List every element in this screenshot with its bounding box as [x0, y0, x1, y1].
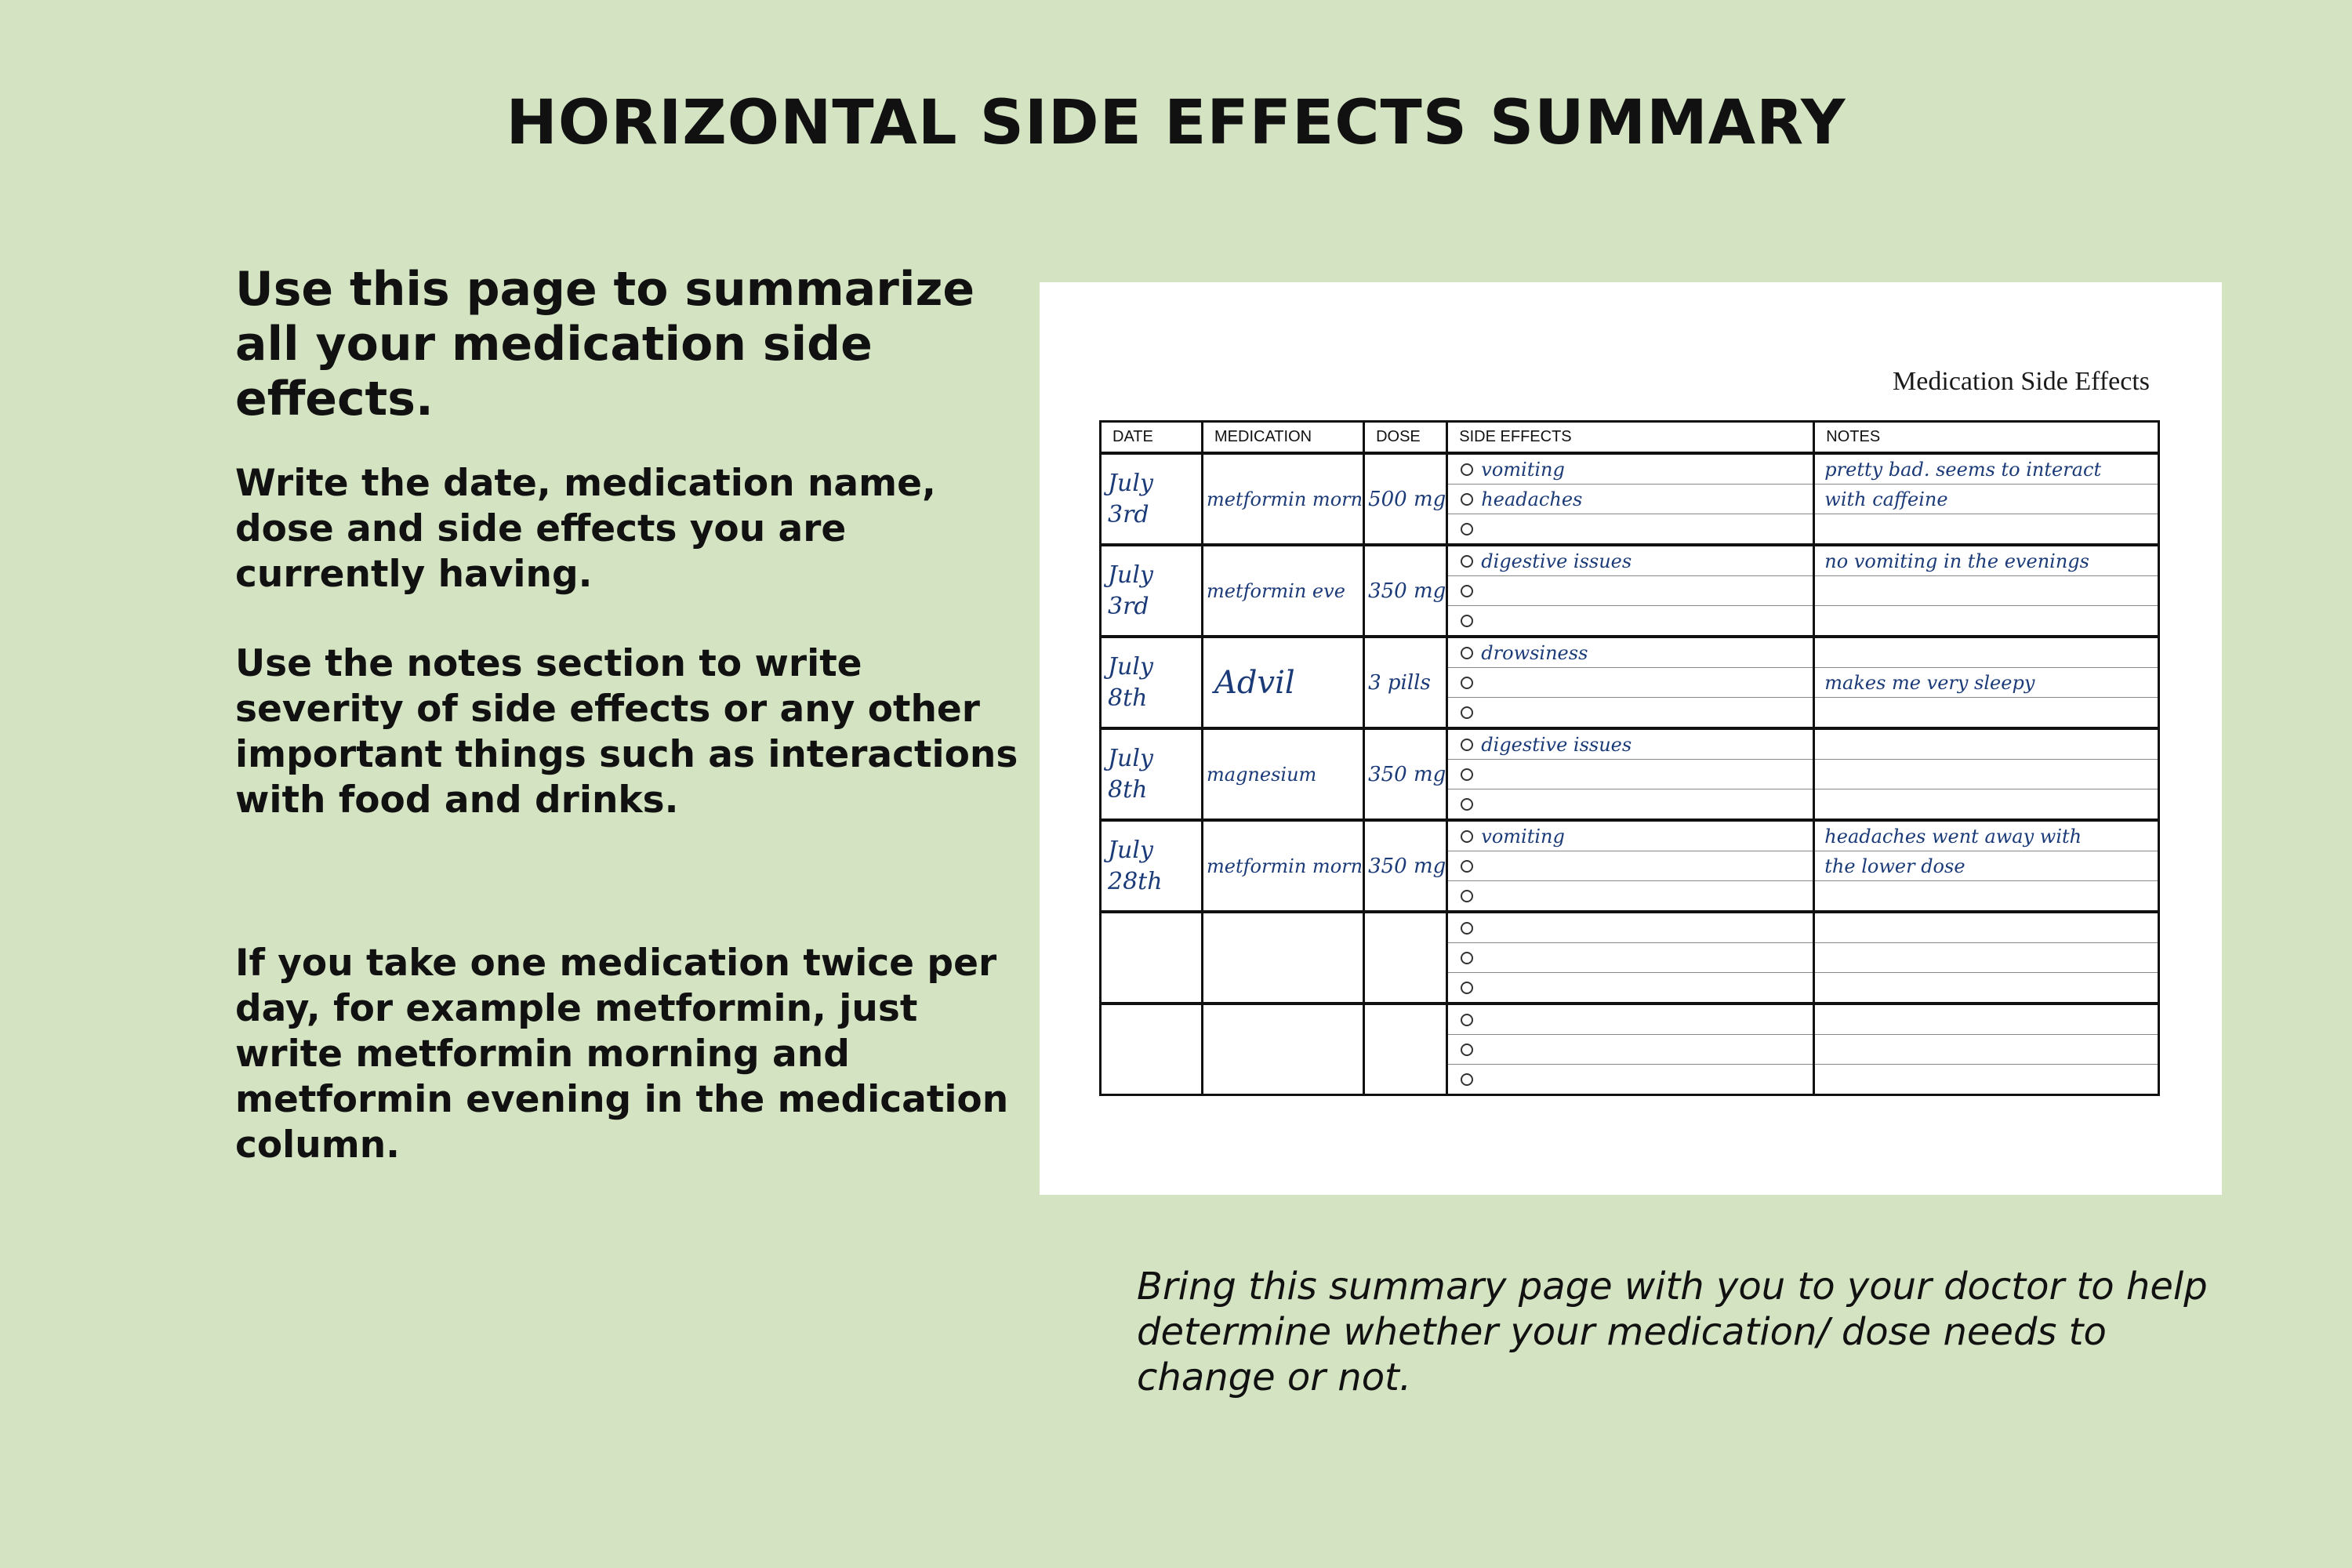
table-row	[1101, 820, 2159, 851]
notes-line	[1814, 453, 2159, 485]
side-effect-line	[1447, 1004, 1814, 1035]
notes-text	[1815, 1009, 1824, 1031]
table-row	[1101, 637, 2159, 668]
date-day: 8th	[1108, 684, 1148, 712]
date-day: 28th	[1108, 867, 1163, 895]
side-effect-text: vomiting	[1481, 458, 1565, 481]
bullet-circle-icon	[1461, 463, 1473, 476]
notes-text	[1815, 947, 1824, 969]
side-effect-text: digestive issues	[1481, 550, 1632, 572]
date-month: July	[1108, 652, 1153, 681]
bullet-circle-icon	[1461, 647, 1473, 659]
notes-text	[1815, 1069, 1824, 1091]
bullet-circle-icon	[1461, 493, 1473, 506]
notes-text	[1815, 977, 1824, 999]
date-cell	[1101, 912, 1203, 1004]
intro-heading: Use this page to summarize all your medication side effects.	[235, 262, 975, 426]
dose-value: 3 pills	[1368, 670, 1431, 695]
medication-name: metformin eve	[1207, 579, 1345, 602]
side-effect-line	[1447, 912, 1814, 943]
date-month: July	[1108, 744, 1153, 772]
medication-cell	[1203, 453, 1364, 545]
dose-cell	[1364, 1004, 1447, 1095]
notes-text	[1815, 702, 1824, 724]
date-cell	[1101, 637, 1203, 728]
side-effect-line	[1447, 1065, 1814, 1095]
date-month: July	[1108, 561, 1153, 589]
table-row	[1101, 545, 2159, 576]
side-effect-line	[1447, 698, 1814, 729]
side-effect-line	[1447, 485, 1814, 514]
table-header-row	[1101, 422, 2159, 454]
table-row	[1101, 1004, 2159, 1035]
notes-text	[1815, 885, 1824, 907]
side-effect-line	[1447, 789, 1814, 821]
bullet-circle-icon	[1461, 830, 1473, 843]
bullet-circle-icon	[1461, 922, 1473, 935]
notes-text: with caffeine	[1824, 488, 1948, 510]
side-effect-line	[1447, 606, 1814, 637]
notes-line	[1814, 851, 2159, 881]
side-effect-line	[1447, 576, 1814, 606]
notes-line	[1814, 668, 2159, 698]
side-effect-line	[1447, 760, 1814, 789]
date-day: 3rd	[1108, 592, 1149, 620]
date-month: July	[1108, 836, 1153, 864]
column-header-side-effects: SIDE EFFECTS	[1447, 422, 1814, 454]
medication-name: Advil	[1214, 664, 1295, 701]
date-month: July	[1108, 469, 1153, 497]
notes-line	[1814, 545, 2159, 576]
notes-line	[1814, 485, 2159, 514]
page-title: HORIZONTAL SIDE EFFECTS SUMMARY	[506, 88, 1846, 158]
dose-cell	[1364, 820, 1447, 912]
notes-line	[1814, 760, 2159, 789]
date-day: 3rd	[1108, 500, 1149, 528]
instruction-paragraph-notes: Use the notes section to write severity of side effects or any other important things such as interactions with food and drinks.	[235, 642, 1018, 822]
side-effect-line	[1447, 1035, 1814, 1065]
notes-text: no vomiting in the evenings	[1824, 550, 2089, 572]
notes-line	[1814, 606, 2159, 637]
dose-cell	[1364, 545, 1447, 637]
side-effect-line	[1447, 668, 1814, 698]
side-effect-text: drowsiness	[1481, 641, 1588, 664]
bullet-circle-icon	[1461, 890, 1473, 902]
side-effect-line	[1447, 973, 1814, 1004]
bullet-circle-icon	[1461, 860, 1473, 873]
sample-sheet	[1040, 282, 2222, 1195]
notes-line	[1814, 789, 2159, 821]
side-effect-line	[1447, 820, 1814, 851]
notes-line	[1814, 576, 2159, 606]
dose-value: 500 mg	[1368, 487, 1446, 511]
side-effect-line	[1447, 514, 1814, 546]
notes-line	[1814, 1065, 2159, 1095]
column-header-date: DATE	[1101, 422, 1203, 454]
notes-text	[1815, 642, 1824, 664]
dose-cell	[1364, 728, 1447, 820]
notes-line	[1814, 881, 2159, 913]
notes-line	[1814, 1004, 2159, 1035]
column-header-notes: NOTES	[1814, 422, 2159, 454]
bullet-circle-icon	[1461, 585, 1473, 597]
side-effect-line	[1447, 943, 1814, 973]
bullet-circle-icon	[1461, 1073, 1473, 1086]
medication-cell	[1203, 728, 1364, 820]
date-cell	[1101, 453, 1203, 545]
bullet-circle-icon	[1461, 706, 1473, 719]
side-effect-text: vomiting	[1481, 825, 1565, 848]
table-row	[1101, 912, 2159, 943]
medication-name: metformin morn	[1207, 488, 1363, 510]
bullet-circle-icon	[1461, 523, 1473, 535]
notes-line	[1814, 514, 2159, 546]
side-effect-line	[1447, 728, 1814, 760]
notes-text: the lower dose	[1824, 855, 1965, 877]
notes-text	[1815, 793, 1824, 815]
notes-text: makes me very sleepy	[1824, 671, 2035, 694]
instruction-paragraph-date: Write the date, medication name, dose and side effects you are currently having.	[235, 462, 936, 596]
sheet-title: Medication Side Effects	[1893, 367, 2150, 396]
side-effect-line	[1447, 453, 1814, 485]
notes-line	[1814, 973, 2159, 1004]
bullet-circle-icon	[1461, 768, 1473, 781]
medication-cell	[1203, 545, 1364, 637]
column-header-dose: DOSE	[1364, 422, 1447, 454]
notes-text	[1815, 580, 1824, 602]
side-effect-line	[1447, 851, 1814, 881]
date-cell	[1101, 1004, 1203, 1095]
side-effect-text: digestive issues	[1481, 733, 1632, 756]
dose-cell	[1364, 912, 1447, 1004]
date-cell	[1101, 545, 1203, 637]
date-day: 8th	[1108, 775, 1148, 804]
notes-line	[1814, 728, 2159, 760]
side-effect-line	[1447, 637, 1814, 668]
bullet-circle-icon	[1461, 555, 1473, 568]
bullet-circle-icon	[1461, 982, 1473, 994]
closing-note: Bring this summary page with you to your doctor to help determine whether your medication/ dose needs to change or not.	[1137, 1265, 2208, 1399]
bullet-circle-icon	[1461, 952, 1473, 964]
medication-name: metformin morn	[1207, 855, 1363, 877]
bullet-circle-icon	[1461, 1044, 1473, 1056]
notes-text	[1815, 610, 1824, 632]
notes-line	[1814, 698, 2159, 729]
bullet-circle-icon	[1461, 739, 1473, 751]
table-row	[1101, 453, 2159, 485]
instruction-paragraph-twice-daily: If you take one medication twice per day, for example metformin, just write metformin morning and metformin evening in the medication column.	[235, 942, 1009, 1167]
notes-line	[1814, 1035, 2159, 1065]
column-header-medication: MEDICATION	[1203, 422, 1364, 454]
notes-line	[1814, 637, 2159, 668]
dose-value: 350 mg	[1368, 762, 1446, 786]
table-row	[1101, 728, 2159, 760]
side-effect-line	[1447, 545, 1814, 576]
notes-text	[1815, 1039, 1824, 1061]
medication-cell	[1203, 1004, 1364, 1095]
medication-cell	[1203, 912, 1364, 1004]
notes-text: headaches went away with	[1824, 825, 2082, 848]
notes-text	[1815, 518, 1824, 540]
notes-line	[1814, 912, 2159, 943]
bullet-circle-icon	[1461, 677, 1473, 689]
medication-name: magnesium	[1207, 763, 1317, 786]
medication-cell	[1203, 820, 1364, 912]
notes-text	[1815, 734, 1824, 756]
side-effect-text: headaches	[1481, 488, 1583, 510]
notes-text: pretty bad. seems to interact	[1824, 458, 2102, 481]
date-cell	[1101, 728, 1203, 820]
date-cell	[1101, 820, 1203, 912]
dose-value: 350 mg	[1368, 854, 1446, 878]
bullet-circle-icon	[1461, 615, 1473, 627]
dose-cell	[1364, 453, 1447, 545]
notes-line	[1814, 820, 2159, 851]
dose-value: 350 mg	[1368, 579, 1446, 603]
bullet-circle-icon	[1461, 798, 1473, 811]
dose-cell	[1364, 637, 1447, 728]
notes-text	[1815, 764, 1824, 786]
notes-line	[1814, 943, 2159, 973]
medication-cell	[1203, 637, 1364, 728]
side-effects-table	[1099, 420, 2160, 1096]
bullet-circle-icon	[1461, 1014, 1473, 1026]
side-effect-line	[1447, 881, 1814, 913]
notes-text	[1815, 917, 1824, 939]
